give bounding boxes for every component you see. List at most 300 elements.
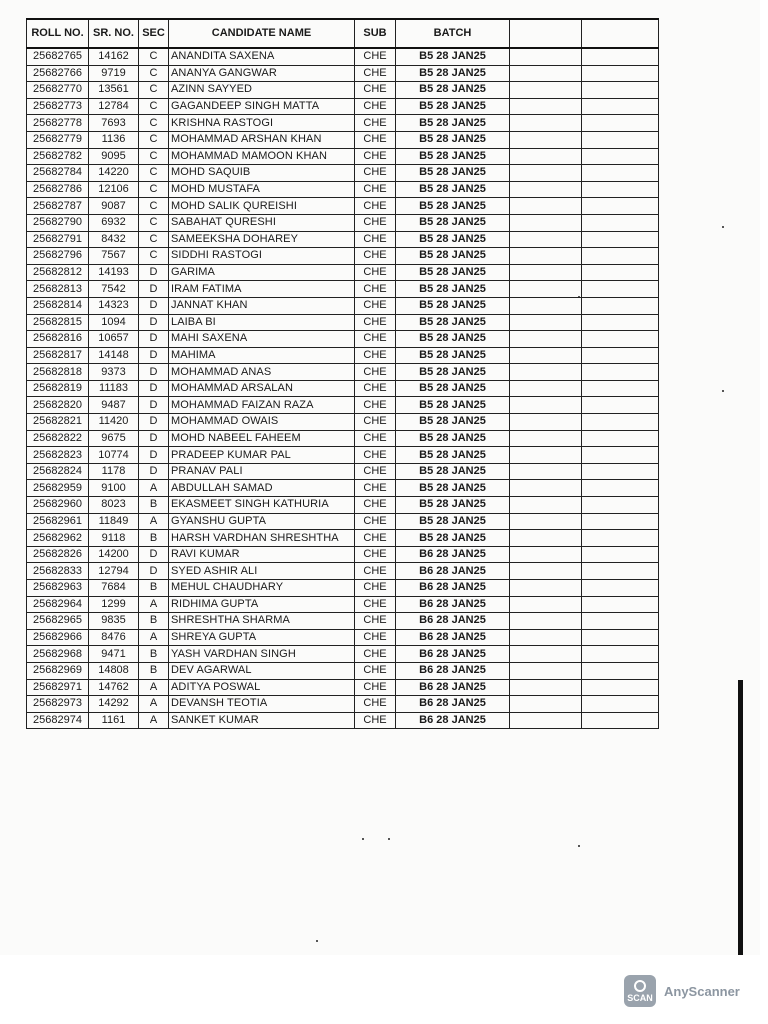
batch-cell: B5 28 JAN25 xyxy=(396,497,510,514)
blank-cell xyxy=(510,98,582,115)
sr-no-cell: 1299 xyxy=(89,596,139,613)
blank-cell xyxy=(510,463,582,480)
candidate-name-cell: SANKET KUMAR xyxy=(169,712,355,729)
blank-cell xyxy=(582,712,659,729)
table-row xyxy=(27,331,659,348)
sr-no-cell: 12794 xyxy=(89,563,139,580)
sr-no-cell: 7693 xyxy=(89,115,139,132)
sub-cell: CHE xyxy=(355,613,396,630)
blank-cell xyxy=(582,629,659,646)
sr-no-cell: 9719 xyxy=(89,65,139,82)
sub-cell: CHE xyxy=(355,281,396,298)
blank-cell xyxy=(582,65,659,82)
roll-no-cell: 25682786 xyxy=(27,181,89,198)
sub-cell: CHE xyxy=(355,248,396,265)
batch-cell: B5 28 JAN25 xyxy=(396,115,510,132)
blank-cell xyxy=(582,347,659,364)
sr-no-cell: 14808 xyxy=(89,662,139,679)
batch-cell: B5 28 JAN25 xyxy=(396,297,510,314)
table-row xyxy=(27,131,659,148)
roll-no-cell: 25682819 xyxy=(27,380,89,397)
column-header: CANDIDATE NAME xyxy=(169,19,355,48)
sub-cell: CHE xyxy=(355,198,396,215)
candidate-name-cell: MAHI SAXENA xyxy=(169,331,355,348)
sec-cell: D xyxy=(139,347,169,364)
candidate-name-cell: MOHD SALIK QUREISHI xyxy=(169,198,355,215)
batch-cell: B5 28 JAN25 xyxy=(396,231,510,248)
speck xyxy=(316,940,318,942)
sr-no-cell: 8476 xyxy=(89,629,139,646)
roll-no-cell: 25682973 xyxy=(27,696,89,713)
blank-cell xyxy=(582,82,659,99)
sec-cell: D xyxy=(139,380,169,397)
roll-no-cell: 25682782 xyxy=(27,148,89,165)
candidate-name-cell: GARIMA xyxy=(169,264,355,281)
sec-cell: C xyxy=(139,248,169,265)
batch-cell: B6 28 JAN25 xyxy=(396,546,510,563)
blank-cell xyxy=(582,646,659,663)
blank-cell xyxy=(582,214,659,231)
roll-no-cell: 25682971 xyxy=(27,679,89,696)
sr-no-cell: 14162 xyxy=(89,48,139,65)
sub-cell: CHE xyxy=(355,131,396,148)
blank-cell xyxy=(582,546,659,563)
sec-cell: C xyxy=(139,115,169,132)
sr-no-cell: 14148 xyxy=(89,347,139,364)
sec-cell: D xyxy=(139,297,169,314)
candidate-name-cell: EKASMEET SINGH KATHURIA xyxy=(169,497,355,514)
sr-no-cell: 9373 xyxy=(89,364,139,381)
scan-app-icon xyxy=(624,975,656,1007)
sec-cell: D xyxy=(139,331,169,348)
sr-no-cell: 9487 xyxy=(89,397,139,414)
table-row xyxy=(27,629,659,646)
sr-no-cell: 11183 xyxy=(89,380,139,397)
table-row xyxy=(27,181,659,198)
roll-no-cell: 25682813 xyxy=(27,281,89,298)
sub-cell: CHE xyxy=(355,513,396,530)
table-row xyxy=(27,198,659,215)
sub-cell: CHE xyxy=(355,447,396,464)
blank-cell xyxy=(582,497,659,514)
sub-cell: CHE xyxy=(355,414,396,431)
sub-cell: CHE xyxy=(355,181,396,198)
blank-cell xyxy=(510,364,582,381)
blank-cell xyxy=(582,480,659,497)
roll-no-cell: 25682964 xyxy=(27,596,89,613)
roll-no-cell: 25682820 xyxy=(27,397,89,414)
sec-cell: C xyxy=(139,198,169,215)
table-row xyxy=(27,231,659,248)
sec-cell: C xyxy=(139,165,169,182)
sec-cell: D xyxy=(139,397,169,414)
candidate-name-cell: HARSH VARDHAN SHRESHTHA xyxy=(169,530,355,547)
blank-cell xyxy=(510,115,582,132)
batch-cell: B5 28 JAN25 xyxy=(396,131,510,148)
roll-no-cell: 25682965 xyxy=(27,613,89,630)
candidate-name-cell: DEVANSH TEOTIA xyxy=(169,696,355,713)
sr-no-cell: 12106 xyxy=(89,181,139,198)
candidate-name-cell: ANANYA GANGWAR xyxy=(169,65,355,82)
sec-cell: D xyxy=(139,414,169,431)
blank-cell xyxy=(582,430,659,447)
roll-no-cell: 25682824 xyxy=(27,463,89,480)
blank-cell xyxy=(582,231,659,248)
batch-cell: B5 28 JAN25 xyxy=(396,98,510,115)
candidate-name-cell: MOHAMMAD ANAS xyxy=(169,364,355,381)
roll-no-cell: 25682821 xyxy=(27,414,89,431)
blank-cell xyxy=(582,48,659,65)
column-header: SUB xyxy=(355,19,396,48)
speck xyxy=(388,838,390,840)
roll-no-cell: 25682787 xyxy=(27,198,89,215)
table-row xyxy=(27,546,659,563)
column-header: BATCH xyxy=(396,19,510,48)
blank-cell xyxy=(510,82,582,99)
roll-no-cell: 25682822 xyxy=(27,430,89,447)
table-row xyxy=(27,613,659,630)
roll-no-cell: 25682823 xyxy=(27,447,89,464)
blank-cell xyxy=(582,165,659,182)
table-row xyxy=(27,530,659,547)
sub-cell: CHE xyxy=(355,364,396,381)
candidate-name-cell: MOHAMMAD ARSHAN KHAN xyxy=(169,131,355,148)
sr-no-cell: 14292 xyxy=(89,696,139,713)
blank-cell xyxy=(582,148,659,165)
sub-cell: CHE xyxy=(355,231,396,248)
sr-no-cell: 1136 xyxy=(89,131,139,148)
sr-no-cell: 6932 xyxy=(89,214,139,231)
roll-no-cell: 25682968 xyxy=(27,646,89,663)
blank-cell xyxy=(582,679,659,696)
sr-no-cell: 7567 xyxy=(89,248,139,265)
candidate-name-cell: RAVI KUMAR xyxy=(169,546,355,563)
sub-cell: CHE xyxy=(355,580,396,597)
sub-cell: CHE xyxy=(355,497,396,514)
table-row xyxy=(27,115,659,132)
candidate-name-cell: MOHD MUSTAFA xyxy=(169,181,355,198)
table-row xyxy=(27,679,659,696)
sr-no-cell: 9118 xyxy=(89,530,139,547)
sub-cell: CHE xyxy=(355,48,396,65)
blank-cell xyxy=(510,214,582,231)
candidate-name-cell: LAIBA BI xyxy=(169,314,355,331)
batch-cell: B6 28 JAN25 xyxy=(396,629,510,646)
candidate-table xyxy=(26,18,659,729)
sec-cell: C xyxy=(139,214,169,231)
table-row xyxy=(27,98,659,115)
table-row xyxy=(27,447,659,464)
sub-cell: CHE xyxy=(355,98,396,115)
candidate-name-cell: GAGANDEEP SINGH MATTA xyxy=(169,98,355,115)
batch-cell: B5 28 JAN25 xyxy=(396,397,510,414)
sub-cell: CHE xyxy=(355,596,396,613)
sr-no-cell: 13561 xyxy=(89,82,139,99)
candidate-name-cell: GYANSHU GUPTA xyxy=(169,513,355,530)
candidate-name-cell: DEV AGARWAL xyxy=(169,662,355,679)
speck xyxy=(362,838,364,840)
roll-no-cell: 25682963 xyxy=(27,580,89,597)
roll-no-cell: 25682818 xyxy=(27,364,89,381)
blank-cell xyxy=(510,380,582,397)
sub-cell: CHE xyxy=(355,646,396,663)
sub-cell: CHE xyxy=(355,314,396,331)
blank-cell xyxy=(510,314,582,331)
roll-no-cell: 25682959 xyxy=(27,480,89,497)
sec-cell: D xyxy=(139,447,169,464)
blank-cell xyxy=(582,115,659,132)
blank-cell xyxy=(510,480,582,497)
table-row xyxy=(27,696,659,713)
roll-no-cell: 25682796 xyxy=(27,248,89,265)
roll-no-cell: 25682779 xyxy=(27,131,89,148)
blank-cell xyxy=(582,98,659,115)
sec-cell: C xyxy=(139,131,169,148)
sr-no-cell: 9095 xyxy=(89,148,139,165)
blank-cell xyxy=(582,397,659,414)
sec-cell: A xyxy=(139,513,169,530)
batch-cell: B5 28 JAN25 xyxy=(396,198,510,215)
sub-cell: CHE xyxy=(355,214,396,231)
sr-no-cell: 7684 xyxy=(89,580,139,597)
table-row xyxy=(27,264,659,281)
column-header: SEC xyxy=(139,19,169,48)
batch-cell: B5 28 JAN25 xyxy=(396,380,510,397)
candidate-name-cell: PRADEEP KUMAR PAL xyxy=(169,447,355,464)
batch-cell: B5 28 JAN25 xyxy=(396,65,510,82)
sec-cell: B xyxy=(139,613,169,630)
table-row xyxy=(27,148,659,165)
sec-cell: C xyxy=(139,65,169,82)
speck xyxy=(578,296,580,298)
blank-cell xyxy=(510,430,582,447)
roll-no-cell: 25682770 xyxy=(27,82,89,99)
sr-no-cell: 12784 xyxy=(89,98,139,115)
batch-cell: B6 28 JAN25 xyxy=(396,712,510,729)
candidate-name-cell: MAHIMA xyxy=(169,347,355,364)
blank-cell xyxy=(510,447,582,464)
roll-no-cell: 25682969 xyxy=(27,662,89,679)
sr-no-cell: 1178 xyxy=(89,463,139,480)
blank-cell xyxy=(510,281,582,298)
batch-cell: B6 28 JAN25 xyxy=(396,662,510,679)
roll-no-cell: 25682778 xyxy=(27,115,89,132)
blank-cell xyxy=(510,331,582,348)
batch-cell: B5 28 JAN25 xyxy=(396,314,510,331)
blank-cell xyxy=(582,314,659,331)
candidate-name-cell: MOHAMMAD ARSALAN xyxy=(169,380,355,397)
sub-cell: CHE xyxy=(355,264,396,281)
sec-cell: D xyxy=(139,364,169,381)
blank-cell xyxy=(510,297,582,314)
batch-cell: B5 28 JAN25 xyxy=(396,463,510,480)
blank-cell xyxy=(510,513,582,530)
sr-no-cell: 9087 xyxy=(89,198,139,215)
batch-cell: B5 28 JAN25 xyxy=(396,248,510,265)
blank-cell xyxy=(582,463,659,480)
batch-cell: B6 28 JAN25 xyxy=(396,580,510,597)
blank-cell xyxy=(582,513,659,530)
anyscanner-watermark xyxy=(624,975,740,1007)
sub-cell: CHE xyxy=(355,397,396,414)
table-body xyxy=(27,48,659,729)
candidate-name-cell: MEHUL CHAUDHARY xyxy=(169,580,355,597)
sub-cell: CHE xyxy=(355,712,396,729)
blank-cell xyxy=(510,662,582,679)
roll-no-cell: 25682791 xyxy=(27,231,89,248)
batch-cell: B5 28 JAN25 xyxy=(396,430,510,447)
blank-cell xyxy=(510,165,582,182)
table-row xyxy=(27,214,659,231)
table-row xyxy=(27,414,659,431)
table-row xyxy=(27,364,659,381)
blank-cell xyxy=(510,613,582,630)
batch-cell: B6 28 JAN25 xyxy=(396,696,510,713)
sr-no-cell: 14220 xyxy=(89,165,139,182)
sec-cell: D xyxy=(139,314,169,331)
candidate-name-cell: ANANDITA SAXENA xyxy=(169,48,355,65)
sr-no-cell: 9100 xyxy=(89,480,139,497)
sec-cell: C xyxy=(139,231,169,248)
blank-cell xyxy=(510,629,582,646)
speck xyxy=(578,845,580,847)
batch-cell: B6 28 JAN25 xyxy=(396,613,510,630)
blank-cell xyxy=(582,662,659,679)
blank-cell xyxy=(582,198,659,215)
table-row xyxy=(27,82,659,99)
roll-no-cell: 25682962 xyxy=(27,530,89,547)
sr-no-cell: 11849 xyxy=(89,513,139,530)
candidate-name-cell: IRAM FATIMA xyxy=(169,281,355,298)
sec-cell: D xyxy=(139,264,169,281)
roll-no-cell: 25682826 xyxy=(27,546,89,563)
table-row xyxy=(27,347,659,364)
roll-no-cell: 25682961 xyxy=(27,513,89,530)
batch-cell: B5 28 JAN25 xyxy=(396,264,510,281)
blank-cell xyxy=(582,563,659,580)
batch-cell: B6 28 JAN25 xyxy=(396,596,510,613)
sub-cell: CHE xyxy=(355,297,396,314)
batch-cell: B5 28 JAN25 xyxy=(396,148,510,165)
blank-cell xyxy=(510,148,582,165)
blank-cell xyxy=(582,580,659,597)
table-row xyxy=(27,662,659,679)
table-row xyxy=(27,380,659,397)
candidate-name-cell: SAMEEKSHA DOHAREY xyxy=(169,231,355,248)
blank-cell xyxy=(582,331,659,348)
speck xyxy=(722,390,724,392)
candidate-name-cell: PRANAV PALI xyxy=(169,463,355,480)
sub-cell: CHE xyxy=(355,430,396,447)
sr-no-cell: 9675 xyxy=(89,430,139,447)
batch-cell: B5 28 JAN25 xyxy=(396,513,510,530)
sec-cell: B xyxy=(139,530,169,547)
sr-no-cell: 8023 xyxy=(89,497,139,514)
table-row xyxy=(27,314,659,331)
candidate-name-cell: SYED ASHIR ALI xyxy=(169,563,355,580)
table-row xyxy=(27,497,659,514)
batch-cell: B5 28 JAN25 xyxy=(396,347,510,364)
blank-cell xyxy=(510,546,582,563)
sub-cell: CHE xyxy=(355,629,396,646)
column-header: SR. NO. xyxy=(89,19,139,48)
sr-no-cell: 9471 xyxy=(89,646,139,663)
sec-cell: B xyxy=(139,662,169,679)
blank-cell xyxy=(582,613,659,630)
table-header-row xyxy=(27,19,659,48)
blank-cell xyxy=(510,347,582,364)
blank-cell xyxy=(582,131,659,148)
roll-no-cell: 25682817 xyxy=(27,347,89,364)
roll-no-cell: 25682974 xyxy=(27,712,89,729)
sub-cell: CHE xyxy=(355,82,396,99)
sr-no-cell: 14762 xyxy=(89,679,139,696)
sub-cell: CHE xyxy=(355,115,396,132)
sr-no-cell: 10774 xyxy=(89,447,139,464)
scan-shadow-edge xyxy=(738,680,743,955)
sec-cell: C xyxy=(139,98,169,115)
candidate-name-cell: MOHD SAQUIB xyxy=(169,165,355,182)
blank-cell xyxy=(510,530,582,547)
table-row xyxy=(27,397,659,414)
column-header xyxy=(582,19,659,48)
table-row xyxy=(27,165,659,182)
table-row xyxy=(27,281,659,298)
roll-no-cell: 25682765 xyxy=(27,48,89,65)
table-row xyxy=(27,513,659,530)
blank-cell xyxy=(510,596,582,613)
scan-icon-label: SCAN xyxy=(627,992,653,1003)
sub-cell: CHE xyxy=(355,148,396,165)
roll-no-cell: 25682784 xyxy=(27,165,89,182)
batch-cell: B5 28 JAN25 xyxy=(396,181,510,198)
batch-cell: B5 28 JAN25 xyxy=(396,82,510,99)
batch-cell: B5 28 JAN25 xyxy=(396,414,510,431)
sec-cell: A xyxy=(139,596,169,613)
sec-cell: C xyxy=(139,48,169,65)
sub-cell: CHE xyxy=(355,480,396,497)
blank-cell xyxy=(510,679,582,696)
batch-cell: B5 28 JAN25 xyxy=(396,364,510,381)
roll-no-cell: 25682815 xyxy=(27,314,89,331)
sub-cell: CHE xyxy=(355,165,396,182)
sec-cell: A xyxy=(139,696,169,713)
sub-cell: CHE xyxy=(355,696,396,713)
batch-cell: B6 28 JAN25 xyxy=(396,563,510,580)
batch-cell: B5 28 JAN25 xyxy=(396,214,510,231)
sec-cell: D xyxy=(139,546,169,563)
batch-cell: B5 28 JAN25 xyxy=(396,530,510,547)
candidate-name-cell: JANNAT KHAN xyxy=(169,297,355,314)
candidate-name-cell: YASH VARDHAN SINGH xyxy=(169,646,355,663)
blank-cell xyxy=(510,696,582,713)
table-row xyxy=(27,297,659,314)
sub-cell: CHE xyxy=(355,65,396,82)
blank-cell xyxy=(510,181,582,198)
sub-cell: CHE xyxy=(355,463,396,480)
blank-cell xyxy=(582,380,659,397)
table-row xyxy=(27,463,659,480)
batch-cell: B6 28 JAN25 xyxy=(396,646,510,663)
blank-cell xyxy=(582,248,659,265)
blank-cell xyxy=(582,264,659,281)
table-row xyxy=(27,48,659,65)
sub-cell: CHE xyxy=(355,679,396,696)
sub-cell: CHE xyxy=(355,331,396,348)
sr-no-cell: 14200 xyxy=(89,546,139,563)
sr-no-cell: 1161 xyxy=(89,712,139,729)
batch-cell: B5 28 JAN25 xyxy=(396,447,510,464)
